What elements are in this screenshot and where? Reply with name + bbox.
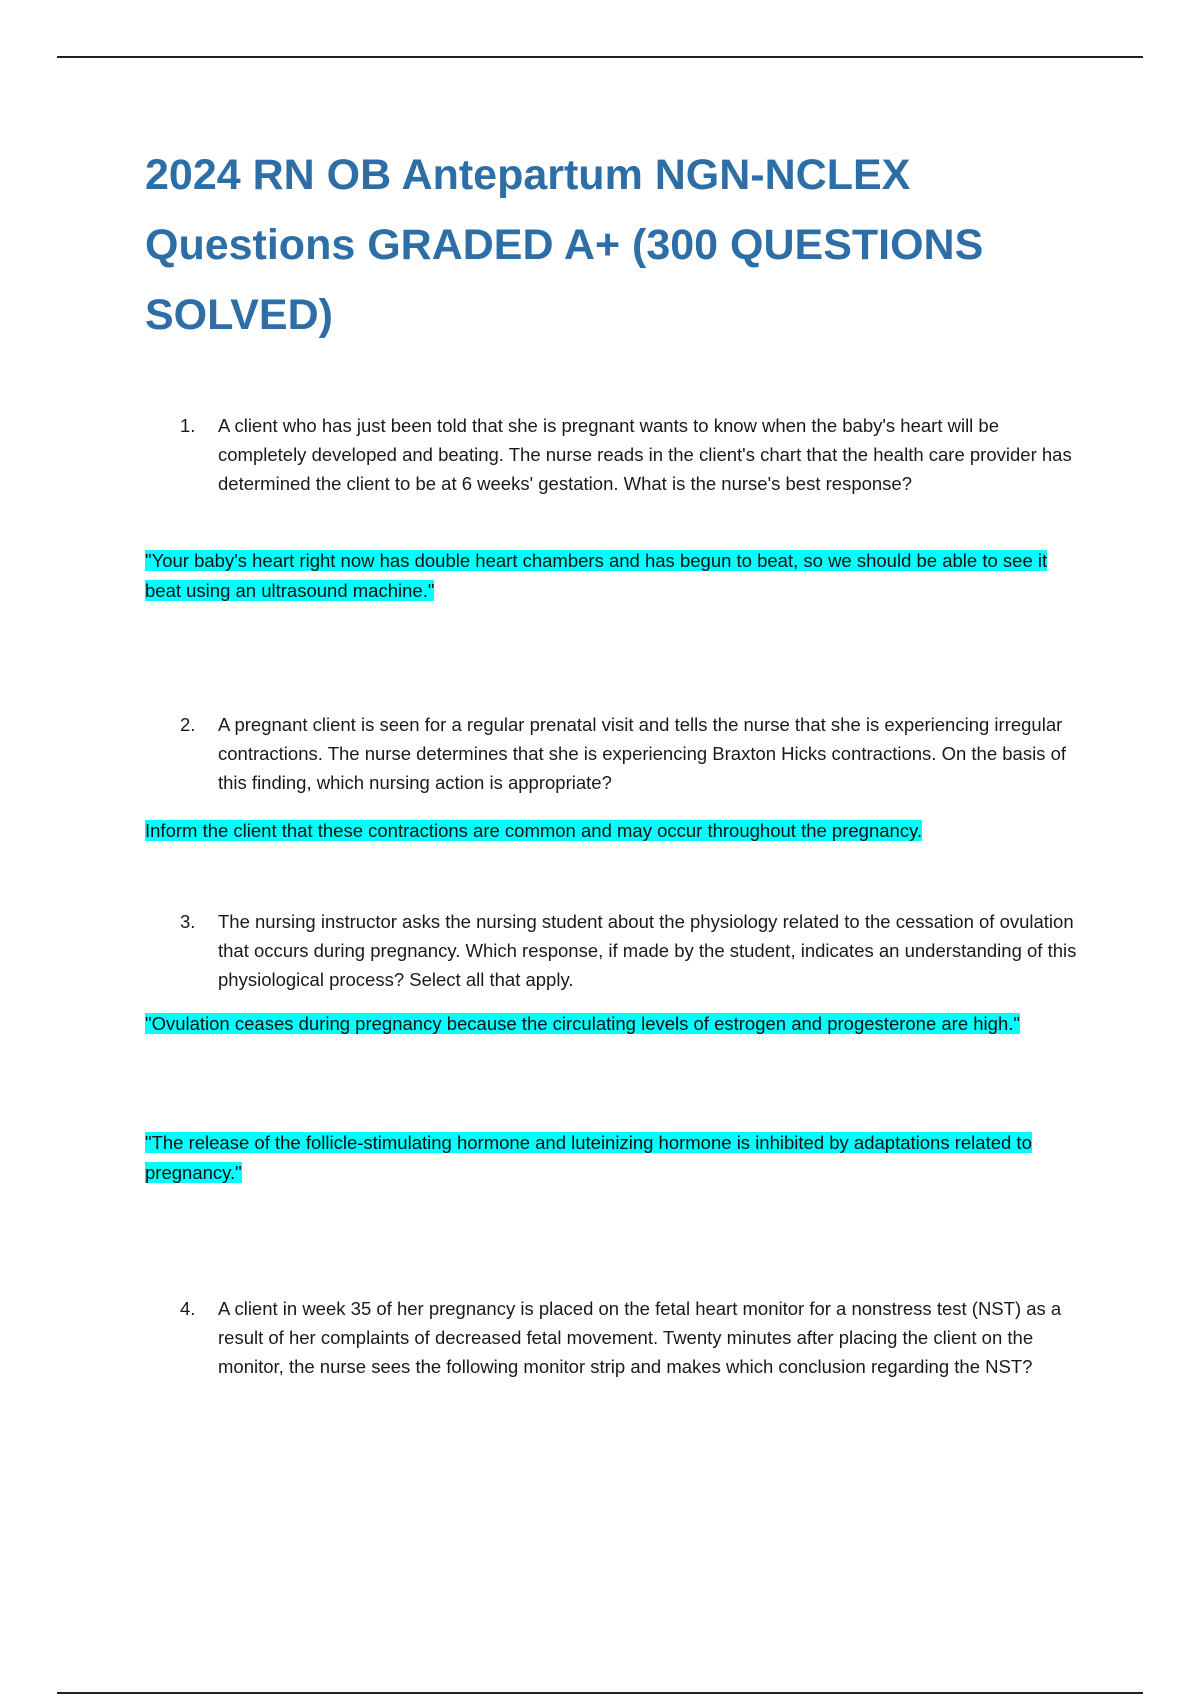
highlighted-answer: "The release of the follicle-stimulating hormone and luteinizing hormone is inhibited by adaptations related to pregnancy." — [145, 1132, 1032, 1183]
question-1 — [180, 411, 1090, 498]
question-text: A client in week 35 of her pregnancy is placed on the fetal heart monitor for a nonstress test (NST) as a result of her complaints of decreased fetal movement. Twenty minutes after placing the client on the monitor, the nurse sees the following monitor strip and makes which conclusion regarding the NST? — [218, 1298, 1062, 1377]
question-text: The nursing instructor asks the nursing student about the physiology related to the cessation of ovulation that occurs during pregnancy. Which response, if made by the student, indicates an understanding of this physiological process? Select all that apply. — [218, 911, 1077, 990]
highlighted-answer: Inform the client that these contractions are common and may occur throughout the pregnancy. — [145, 820, 923, 841]
question-number: 3. — [180, 911, 196, 932]
highlighted-answer: "Ovulation ceases during pregnancy because the circulating levels of estrogen and progesterone are high." — [145, 1013, 1020, 1034]
header-rule — [57, 56, 1143, 58]
question-text: A pregnant client is seen for a regular prenatal visit and tells the nurse that she is experiencing irregular contractions. The nurse determines that she is experiencing Braxton Hicks contractions. On the basis of this finding, which nursing action is appropriate? — [218, 714, 1067, 793]
answer-2 — [145, 816, 1085, 846]
question-4 — [180, 1294, 1090, 1381]
question-number: 4. — [180, 1298, 196, 1319]
question-number: 1. — [180, 415, 196, 436]
question-number: 2. — [180, 714, 196, 735]
answer-1 — [145, 546, 1085, 606]
question-2 — [180, 710, 1090, 797]
footer-rule — [57, 1692, 1143, 1694]
answer-3b — [145, 1128, 1085, 1188]
document-title: 2024 RN OB Antepartum NGN-NCLEX Questions GRADED A+ (300 QUESTIONS SOLVED) — [145, 151, 984, 339]
question-3 — [180, 907, 1090, 994]
highlighted-answer: "Your baby's heart right now has double heart chambers and has begun to beat, so we should be able to see it beat using an ultrasound machine." — [145, 550, 1048, 601]
question-text: A client who has just been told that she is pregnant wants to know when the baby's heart will be completely developed and beating. The nurse reads in the client's chart that the health care provider has determined the client to be at 6 weeks' gestation. What is the nurse's best response? — [218, 415, 1072, 494]
answer-3a — [145, 1009, 1085, 1039]
